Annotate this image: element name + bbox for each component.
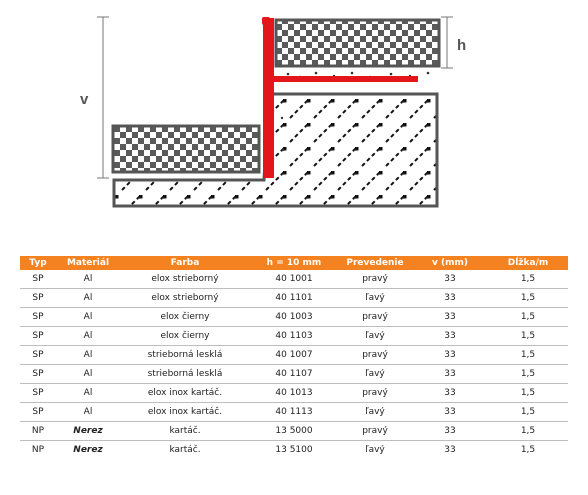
cell-v: 33	[412, 308, 488, 327]
cell-dlzka: 1,5	[488, 422, 568, 441]
cell-prevedenie: ľavý	[338, 327, 412, 346]
cell-farba: elox čierny	[120, 308, 250, 327]
cell-material: Al	[56, 289, 120, 308]
cell-prevedenie: pravý	[338, 384, 412, 403]
col-typ: Typ	[20, 256, 56, 270]
cell-typ: NP	[20, 422, 56, 441]
cell-code: 40 1013	[250, 384, 338, 403]
cell-dlzka: 1,5	[488, 327, 568, 346]
product-table	[20, 256, 568, 459]
cell-material: Al	[56, 270, 120, 289]
cell-material: Al	[56, 384, 120, 403]
col-farba: Farba	[120, 256, 250, 270]
cell-prevedenie: pravý	[338, 422, 412, 441]
cell-dlzka: 1,5	[520, 445, 536, 455]
table-row	[20, 441, 568, 460]
cell-prevedenie: pravý	[338, 270, 412, 289]
cell-prevedenie: ľavý	[338, 365, 412, 384]
cell-code: 13 5000	[250, 422, 338, 441]
table-row	[20, 365, 568, 384]
table-row	[20, 270, 568, 289]
dimension-h	[441, 17, 466, 68]
cell-farba: elox inox kartáč.	[120, 403, 250, 422]
cell-v: 33	[412, 384, 488, 403]
cell-material: Al	[56, 327, 120, 346]
dimension-v	[80, 17, 109, 178]
table-row	[20, 346, 568, 365]
cell-material: Al	[56, 365, 120, 384]
cell-prevedenie: ľavý	[338, 403, 412, 422]
table-row	[20, 403, 568, 422]
cell-dlzka: 1,5	[488, 384, 568, 403]
cell-typ: SP	[20, 270, 56, 289]
dimension-v-label: v	[80, 91, 89, 108]
cell-material: Nerez	[73, 445, 103, 455]
cell-prevedenie: pravý	[338, 308, 412, 327]
cell-prevedenie: pravý	[338, 346, 412, 365]
cell-dlzka: 1,5	[488, 365, 568, 384]
cell-farba: elox čierny	[120, 327, 250, 346]
cell-typ: SP	[20, 346, 56, 365]
cell-code: 13 5100	[275, 445, 313, 455]
cell-farba: kartáč.	[120, 422, 250, 441]
cell-code: 40 1007	[250, 346, 338, 365]
table-row	[20, 289, 568, 308]
table-header-row	[20, 256, 568, 270]
col-dlzka: Dĺžka/m	[488, 256, 568, 270]
cell-v: 33	[412, 346, 488, 365]
cell-v: 33	[444, 445, 456, 455]
cell-code: 40 1101	[250, 289, 338, 308]
cell-v: 33	[412, 403, 488, 422]
cell-farba: elox strieborný	[120, 270, 250, 289]
cell-material: Al	[56, 346, 120, 365]
cell-v: 33	[412, 289, 488, 308]
cell-v: 33	[412, 270, 488, 289]
col-h: h = 10 mm	[250, 256, 338, 270]
cell-typ: SP	[20, 289, 56, 308]
table-row	[20, 327, 568, 346]
cell-typ: SP	[20, 384, 56, 403]
cell-dlzka: 1,5	[488, 403, 568, 422]
cell-material: Al	[56, 403, 120, 422]
cell-code: 40 1103	[250, 327, 338, 346]
step-profile-diagram	[0, 0, 588, 230]
col-prevedenie: Prevedenie	[338, 256, 412, 270]
cell-prevedenie: ľavý	[365, 445, 385, 455]
cell-dlzka: 1,5	[488, 270, 568, 289]
cell-material: Al	[56, 308, 120, 327]
cell-v: 33	[412, 327, 488, 346]
upper-tile	[276, 20, 439, 66]
cell-prevedenie: ľavý	[338, 289, 412, 308]
cell-dlzka: 1,5	[488, 308, 568, 327]
cell-farba: strieborná lesklá	[120, 365, 250, 384]
cell-dlzka: 1,5	[488, 289, 568, 308]
cell-code: 40 1001	[250, 270, 338, 289]
lower-tile	[113, 126, 259, 172]
col-material: Materiál	[56, 256, 120, 270]
cell-typ: SP	[20, 365, 56, 384]
cell-material: Nerez	[56, 422, 120, 441]
profile-lip	[262, 17, 270, 25]
cell-farba: elox strieborný	[120, 289, 250, 308]
cell-code: 40 1003	[250, 308, 338, 327]
cell-code: 40 1113	[250, 403, 338, 422]
table-row	[20, 422, 568, 441]
cell-farba: kartáč.	[169, 445, 201, 455]
cell-v: 33	[412, 422, 488, 441]
cell-typ: SP	[20, 403, 56, 422]
cell-farba: strieborná lesklá	[120, 346, 250, 365]
table-row	[20, 384, 568, 403]
cell-typ: NP	[31, 445, 45, 455]
dimension-h-label: h	[457, 37, 467, 54]
cell-dlzka: 1,5	[488, 346, 568, 365]
cell-typ: SP	[20, 308, 56, 327]
table-row	[20, 308, 568, 327]
col-v: v (mm)	[412, 256, 488, 270]
cell-farba: elox inox kartáč.	[120, 384, 250, 403]
cell-code: 40 1107	[250, 365, 338, 384]
cell-typ: SP	[20, 327, 56, 346]
cell-v: 33	[412, 365, 488, 384]
